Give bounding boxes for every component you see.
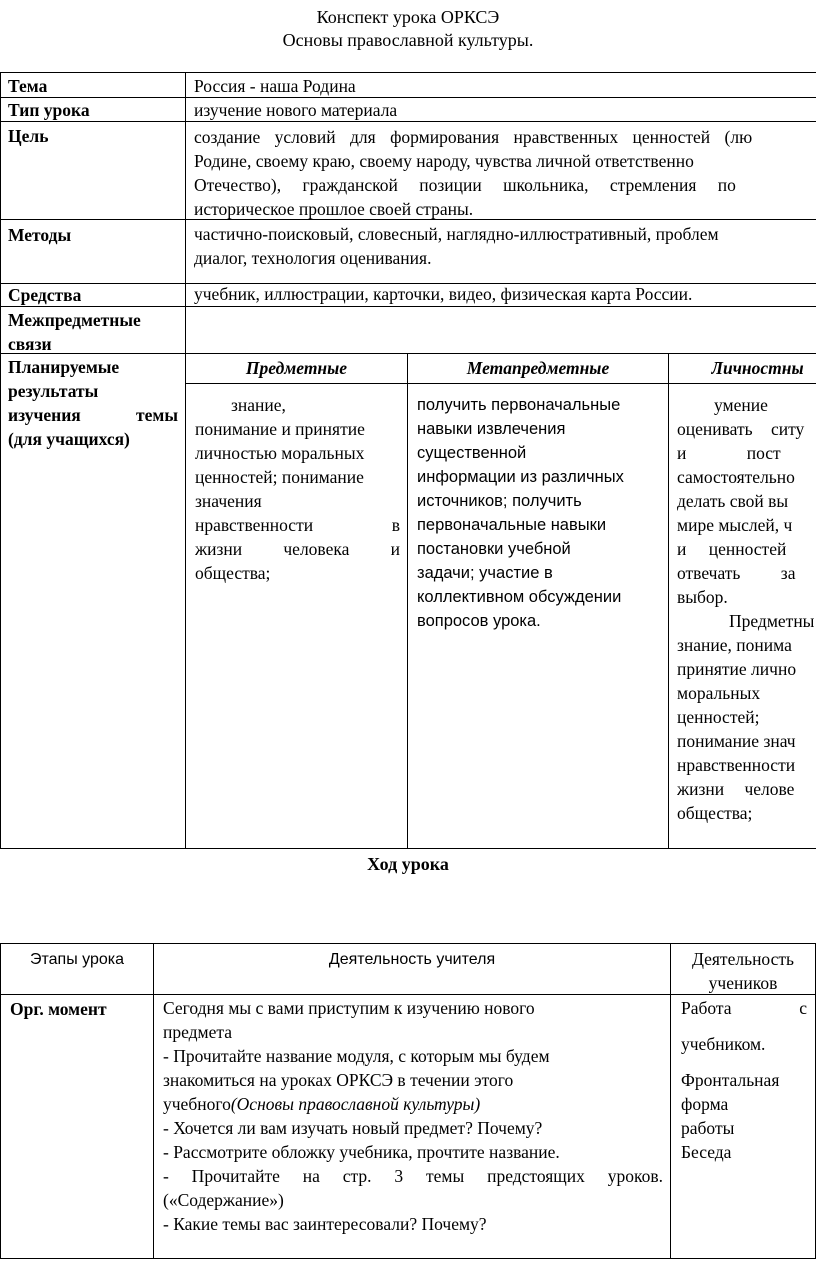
methods-label: Методы xyxy=(8,225,72,245)
lesson-type-label: Тип урока xyxy=(8,100,90,120)
results-personal-text: умение оценивать ситу и пост самостоятельно делать свой вы мире мыслей, ч и ценностей отвечать за выбор. Предметны знание, понима принятие лично моральных ценностей; понимание знач нравственности жизни челове общества; xyxy=(677,395,815,823)
means-value: учебник, иллюстрации, карточки, видео, физическая карта России. xyxy=(194,284,693,304)
document-subtitle: Основы православной культуры. xyxy=(282,30,534,50)
course-heading: Ход урока xyxy=(367,854,449,874)
document-title: Конспект урока ОРКСЭ xyxy=(316,7,500,27)
goal-value: создание условий для формирования нравственных ценностей (лю Родине, своему краю, своему народу, чувства личной ответственно Отечество), гражданской позиции школьника, стремления по историческое прошлое своей страны. xyxy=(194,127,753,219)
topic-label: Тема xyxy=(8,76,48,96)
results-label: Планируемые результаты изучения темы (для учащихся) xyxy=(8,357,178,449)
stages-header-students: Деятельность учеников xyxy=(691,949,795,993)
stage-org-moment: Орг. момент xyxy=(10,999,107,1019)
results-subject-text: знание, понимание и принятие личностью моральных ценностей; понимание значения нравственности в жизни человека и общества; xyxy=(195,395,400,583)
lesson-type-value: изучение нового материала xyxy=(194,100,398,120)
topic-value: Россия - наша Родина xyxy=(194,76,356,96)
goal-label: Цель xyxy=(8,126,49,146)
stages-header-stage: Этапы урока xyxy=(29,951,125,968)
teacher-activity-text: Сегодня мы с вами приступим к изучению нового предмета - Прочитайте название модуля, с которым мы будем знакомиться на уроках ОРКСЭ в течении этого учебного(Основы православной культуры) - Хочется ли вам изучать новый предмет? Почему? - Рассмотрите обложку учебника, прочтите название. - Прочитайте на стр. 3 темы предстоящих уроков. («Содержание») - Какие темы вас заинтересовали? Почему? xyxy=(163,998,663,1234)
means-label: Средства xyxy=(8,285,82,305)
interdisciplinary-label: Межпредметные связи xyxy=(8,310,141,354)
students-activity-text: Работа с учебником. Фронтальная форма работы Беседа xyxy=(681,998,807,1162)
methods-value: частично-поисковый, словесный, наглядно-иллюстративный, проблем диалог, технология оценивания. xyxy=(194,224,719,268)
results-header-meta: Метапредметные xyxy=(466,358,610,378)
results-meta-text: получить первоначальные навыки извлечения существенной информации из различных источников; получить первоначальные навыки постановки учебной задачи; участие в коллективном обсуждении вопросов урока. xyxy=(417,396,624,630)
results-header-subject: Предметные xyxy=(245,358,348,378)
stages-header-teacher: Деятельность учителя xyxy=(328,951,496,968)
results-header-personal: Личностны xyxy=(711,358,804,378)
